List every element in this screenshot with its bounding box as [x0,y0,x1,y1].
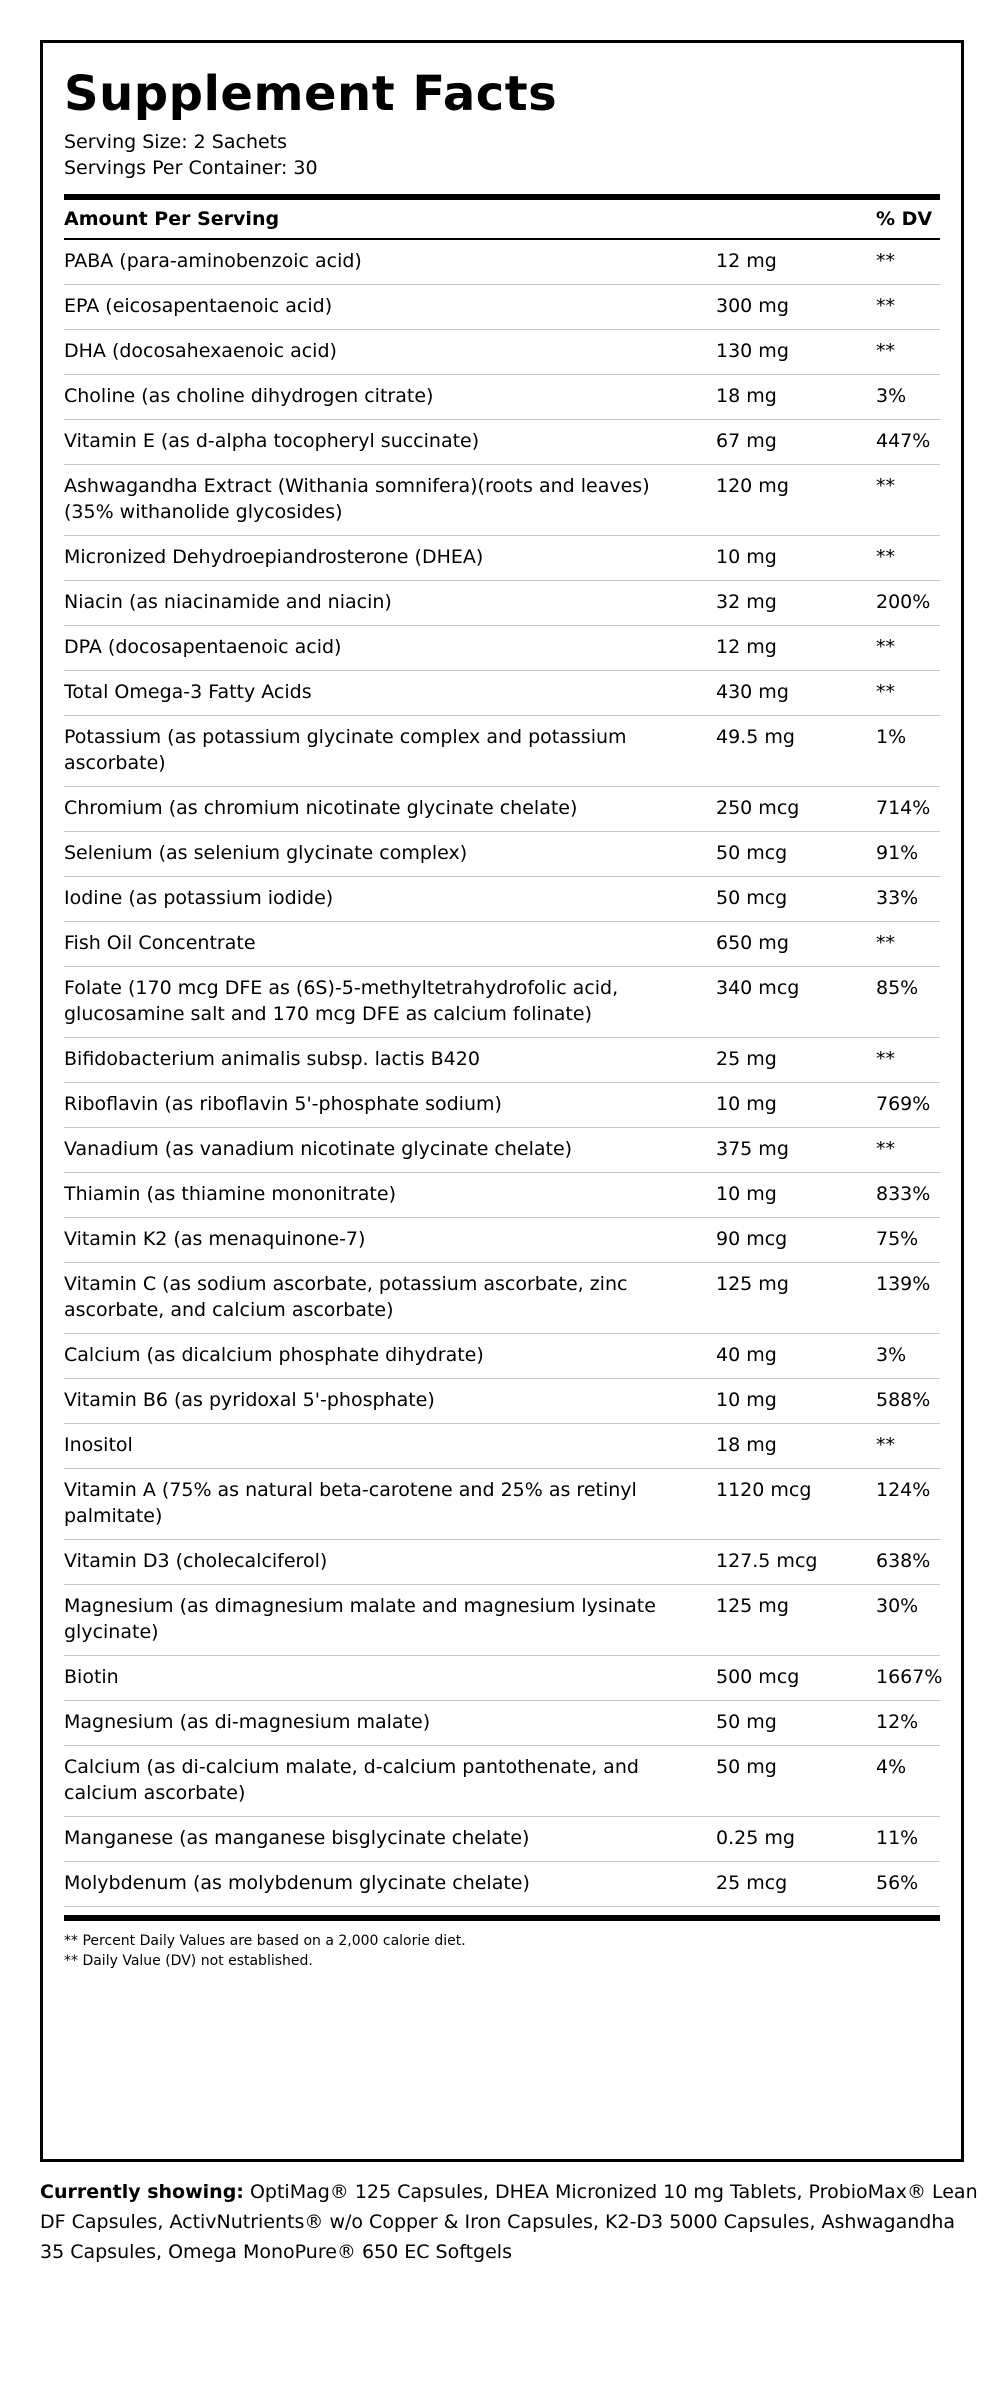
nutrient-amount: 50 mcg [716,887,788,909]
nutrient-dv: ** [876,1048,895,1070]
table-row [64,1585,940,1656]
nutrient-name: Manganese (as manganese bisglycinate chelate) [64,1827,530,1849]
nutrient-amount: 32 mg [716,591,777,613]
table-row [64,967,940,1038]
table-row [64,1173,940,1218]
table-row [64,1218,940,1263]
nutrient-name: Niacin (as niacinamide and niacin) [64,591,392,613]
nutrient-name: PABA (para-aminobenzoic acid) [64,250,362,272]
nutrient-amount: 340 mcg [716,977,800,999]
nutrient-dv: 447% [876,430,931,452]
servings-per-container: Servings Per Container: 30 [64,157,318,179]
nutrient-amount: 430 mg [716,681,789,703]
nutrient-name: Ashwagandha Extract (Withania somnifera)(roots and leaves)(35% withanolide glycosides) [64,475,650,523]
table-row [64,877,940,922]
nutrient-name: Vanadium (as vanadium nicotinate glycinate chelate) [64,1138,573,1160]
header-amount-per-serving: Amount Per Serving [64,208,280,230]
nutrient-amount: 10 mg [716,546,777,568]
nutrient-dv: 56% [876,1872,919,1894]
table-row [64,1334,940,1379]
nutrient-dv: 12% [876,1711,919,1733]
currently-showing-label: Currently showing: [40,2181,244,2203]
nutrient-amount: 18 mg [716,385,777,407]
table-row [64,420,940,465]
nutrient-name: Potassium (as potassium glycinate complex and potassium ascorbate) [64,726,627,774]
nutrient-name: Fish Oil Concentrate [64,932,256,954]
serving-size: Serving Size: 2 Sachets [64,131,288,153]
nutrient-dv: ** [876,546,895,568]
supplement-facts-panel [40,40,964,2162]
bottom-divider [64,1915,940,1921]
nutrient-amount: 12 mg [716,250,777,272]
table-header [64,200,940,240]
currently-showing-products: OptiMag® 125 Capsules, DHEA Micronized 10 mg Tablets, ProbioMax® Lean DF Capsules, ActivNutrients® w/o Copper & Iron Capsules, K2-D3 5000 Capsules, Ashwagandha 35 Capsules, Omega MonoPure® 650 EC Softgels [40,2181,978,2263]
nutrient-dv: 85% [876,977,919,999]
nutrient-dv: 833% [876,1183,931,1205]
nutrient-dv: 200% [876,591,931,613]
nutrient-dv: ** [876,295,895,317]
nutrient-amount: 25 mg [716,1048,777,1070]
nutrient-name: Vitamin K2 (as menaquinone-7) [64,1228,366,1250]
nutrient-name: Vitamin E (as d-alpha tocopheryl succinate) [64,430,480,452]
nutrient-amount: 40 mg [716,1344,777,1366]
table-row [64,536,940,581]
nutrient-name: DHA (docosahexaenoic acid) [64,340,337,362]
table-row [64,1263,940,1334]
nutrient-dv: ** [876,250,895,272]
nutrient-name: Iodine (as potassium iodide) [64,887,334,909]
table-row [64,1746,940,1817]
nutrient-dv: 91% [876,842,919,864]
nutrient-amount: 50 mcg [716,842,788,864]
nutrient-amount: 250 mcg [716,797,800,819]
nutrient-dv: 1667% [876,1666,943,1688]
table-row [64,787,940,832]
nutrient-name: Vitamin A (75% as natural beta-carotene and 25% as retinyl palmitate) [64,1479,637,1527]
nutrient-name: Inositol [64,1434,133,1456]
table-row [64,1701,940,1746]
nutrient-dv: ** [876,1434,895,1456]
nutrient-name: Vitamin D3 (cholecalciferol) [64,1550,328,1572]
currently-showing [40,2177,980,2267]
table-row [64,465,940,536]
nutrient-amount: 375 mg [716,1138,789,1160]
table-row [64,1469,940,1540]
table-row [64,671,940,716]
nutrient-amount: 1120 mcg [716,1479,812,1501]
nutrient-dv: ** [876,636,895,658]
nutrient-dv: 139% [876,1273,931,1295]
nutrient-name: Riboflavin (as riboflavin 5'-phosphate sodium) [64,1093,502,1115]
nutrient-amount: 650 mg [716,932,789,954]
table-row [64,1379,940,1424]
nutrient-amount: 125 mg [716,1595,789,1617]
nutrient-dv: 4% [876,1756,907,1778]
nutrient-dv: 3% [876,385,907,407]
table-row [64,375,940,420]
nutrient-amount: 120 mg [716,475,789,497]
table-row [64,1128,940,1173]
table-row [64,581,940,626]
nutrient-dv: ** [876,1138,895,1160]
nutrient-amount: 125 mg [716,1273,789,1295]
table-row [64,716,940,787]
nutrient-name: Calcium (as dicalcium phosphate dihydrate) [64,1344,484,1366]
nutrient-name: Magnesium (as dimagnesium malate and magnesium lysinate glycinate) [64,1595,656,1643]
header-dv: % DV [876,208,933,230]
nutrient-amount: 50 mg [716,1711,777,1733]
nutrient-name: Folate (170 mcg DFE as (6S)-5-methyltetrahydrofolic acid, glucosamine salt and 170 mcg DFE as calcium folinate) [64,977,619,1025]
table-row [64,1862,940,1907]
table-row [64,626,940,671]
footnote-dv-not-established: ** Daily Value (DV) not established. [64,1953,313,1969]
table-row [64,285,940,330]
nutrient-name: DPA (docosapentaenoic acid) [64,636,342,658]
nutrient-amount: 25 mcg [716,1872,788,1894]
nutrient-amount: 90 mcg [716,1228,788,1250]
nutrient-amount: 49.5 mg [716,726,795,748]
nutrient-dv: 30% [876,1595,919,1617]
nutrient-table [64,240,943,1907]
nutrient-dv: 11% [876,1827,919,1849]
footnotes [64,1931,940,1971]
nutrient-dv: ** [876,475,895,497]
supplement-facts-content [64,64,943,1971]
nutrient-dv: ** [876,932,895,954]
nutrient-dv: 75% [876,1228,919,1250]
table-row [64,922,940,967]
nutrient-dv: 3% [876,1344,907,1366]
nutrient-amount: 12 mg [716,636,777,658]
table-row [64,1656,943,1701]
nutrient-dv: 769% [876,1093,931,1115]
nutrient-amount: 10 mg [716,1093,777,1115]
nutrient-amount: 50 mg [716,1756,777,1778]
nutrient-dv: 33% [876,887,919,909]
nutrient-dv: 1% [876,726,907,748]
table-row [64,832,940,877]
nutrient-name: Total Omega-3 Fatty Acids [64,681,312,703]
table-row [64,1038,940,1083]
nutrient-name: EPA (eicosapentaenoic acid) [64,295,333,317]
table-row [64,1083,940,1128]
nutrient-name: Chromium (as chromium nicotinate glycinate chelate) [64,797,578,819]
nutrient-amount: 18 mg [716,1434,777,1456]
nutrient-name: Thiamin (as thiamine mononitrate) [64,1183,396,1205]
nutrient-dv: 638% [876,1550,931,1572]
nutrient-dv: 714% [876,797,931,819]
nutrient-amount: 500 mcg [716,1666,800,1688]
nutrient-amount: 127.5 mcg [716,1550,818,1572]
facts-title: Supplement Facts [64,66,558,122]
nutrient-name: Selenium (as selenium glycinate complex) [64,842,468,864]
nutrient-amount: 130 mg [716,340,789,362]
nutrient-name: Calcium (as di-calcium malate, d-calcium pantothenate, and calcium ascorbate) [64,1756,639,1804]
nutrient-name: Magnesium (as di-magnesium malate) [64,1711,431,1733]
nutrient-dv: ** [876,681,895,703]
nutrient-amount: 10 mg [716,1389,777,1411]
nutrient-dv: 588% [876,1389,931,1411]
nutrient-dv: ** [876,340,895,362]
nutrient-name: Biotin [64,1666,119,1688]
nutrient-amount: 67 mg [716,430,777,452]
nutrient-dv: 124% [876,1479,931,1501]
nutrient-name: Molybdenum (as molybdenum glycinate chelate) [64,1872,530,1894]
table-row [64,1817,940,1862]
nutrient-amount: 10 mg [716,1183,777,1205]
table-row [64,1540,940,1585]
table-row [64,330,940,375]
nutrient-name: Vitamin B6 (as pyridoxal 5'-phosphate) [64,1389,435,1411]
nutrient-amount: 300 mg [716,295,789,317]
table-row [64,1424,940,1469]
nutrient-name: Bifidobacterium animalis subsp. lactis B420 [64,1048,480,1070]
table-row [64,240,940,285]
nutrient-name: Choline (as choline dihydrogen citrate) [64,385,434,407]
nutrient-name: Micronized Dehydroepiandrosterone (DHEA) [64,546,484,568]
nutrient-name: Vitamin C (as sodium ascorbate, potassium ascorbate, zinc ascorbate, and calcium ascorbate) [64,1273,628,1321]
footnote-percent-dv: ** Percent Daily Values are based on a 2,000 calorie diet. [64,1933,466,1949]
serving-info [64,129,940,181]
nutrient-amount: 0.25 mg [716,1827,795,1849]
